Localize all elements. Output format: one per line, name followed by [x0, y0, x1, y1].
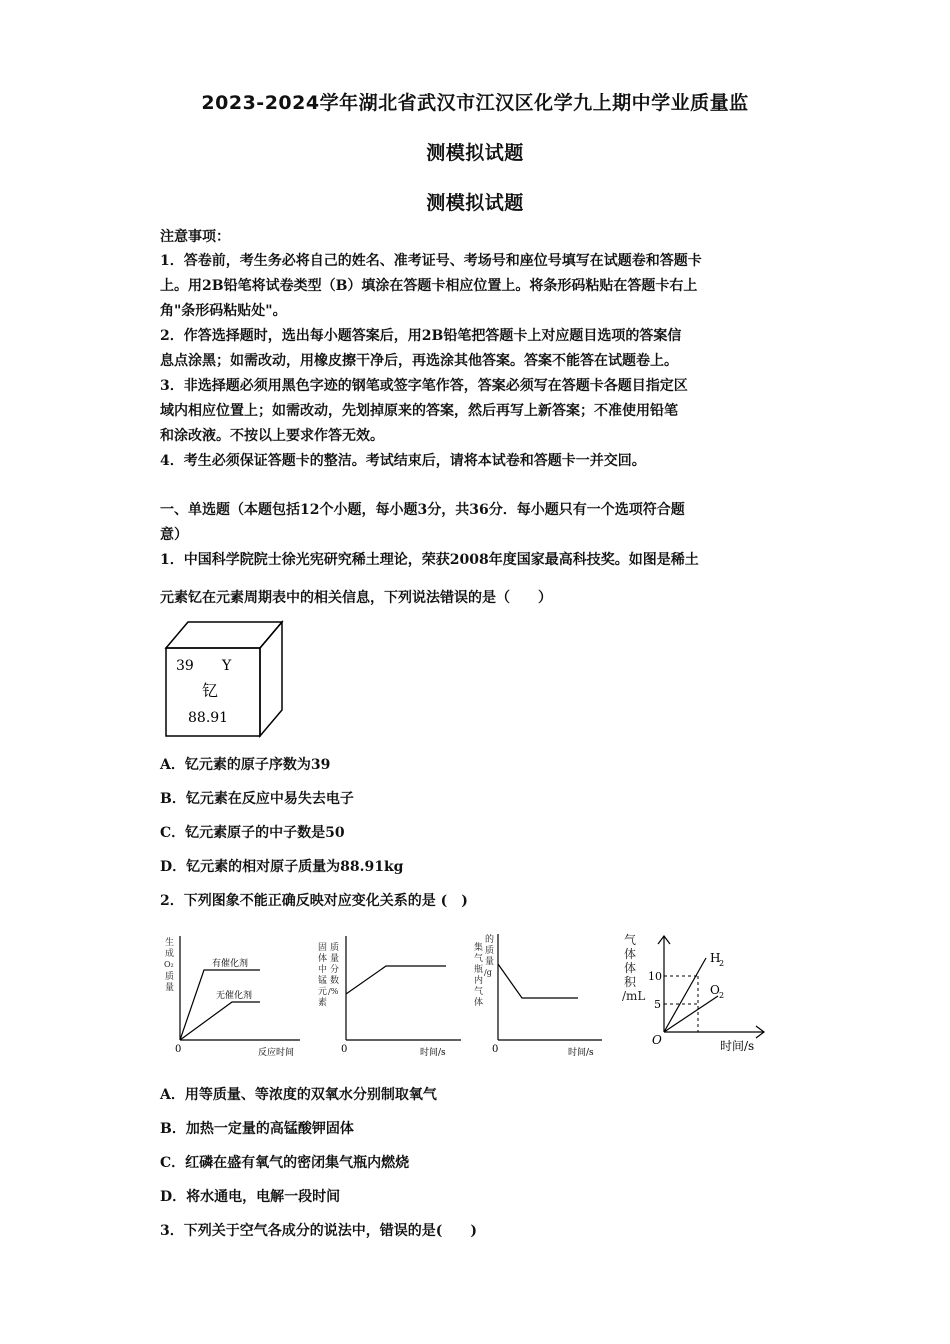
notice-line: 4．考生必须保证答题卡的整洁。考试结束后，请将本试卷和答题卡一并交回。	[160, 453, 646, 469]
section-heading: 一、单选题（本题包括12个小题，每小题3分，共36分．每小题只有一个选项符合题	[160, 502, 685, 518]
graph-c	[472, 928, 607, 1058]
element-symbol: Y	[222, 658, 232, 674]
graph-b-ylabel: 锰	[318, 976, 328, 986]
element-card-figure	[160, 618, 290, 740]
graph-d-ylabel: 气	[624, 933, 637, 947]
notice-line: 上。用2B铅笔将试卷类型（B）填涂在答题卡相应位置上。将条形码粘贴在答题卡右上	[160, 278, 698, 294]
q1-option-d: D．钇元素的相对原子质量为88.91kg	[160, 859, 404, 875]
graph-b-ylabel: 数	[330, 976, 340, 986]
graph-a-ylabel: O₂	[164, 960, 174, 969]
graph-d-ylabel: /mL	[622, 989, 646, 1003]
atomic-mass: 88.91	[188, 710, 229, 726]
graph-c-ylabel: 气	[474, 987, 484, 997]
graph-b-origin: 0	[341, 1044, 348, 1055]
graph-b-ylabel: 体	[318, 954, 328, 964]
graph-a	[160, 928, 305, 1058]
graph-d-ylabel: 体	[624, 961, 637, 975]
q1-stem-cont: 元素钇在元素周期表中的相关信息，下列说法错误的是（ ）	[160, 590, 552, 606]
graph-c-ylabel: 内	[474, 976, 484, 986]
doc-title-line3: 测模拟试题	[426, 192, 524, 214]
graph-b-ylabel: 质	[330, 943, 340, 953]
graph-d-tick-5: 5	[654, 998, 661, 1011]
graph-c-ylabel: 量	[485, 957, 495, 967]
q2-option-b: B．加热一定量的高锰酸钾固体	[160, 1121, 354, 1137]
notice-line: 3．非选择题必须用黑色字迹的钢笔或签字笔作答，答案必须写在答题卡各题目指定区	[160, 378, 688, 394]
graph-d-h2-subscript: 2	[719, 959, 725, 968]
notice-line: 2．作答选择题时，选出每小题答案后，用2B铅笔把答题卡上对应题目选项的答案信	[160, 328, 682, 344]
graph-c-ylabel: /g	[484, 968, 492, 977]
graph-a-xlabel: 反应时间	[258, 1048, 295, 1058]
graph-a-ylabel: 质	[165, 972, 175, 982]
notice-line: 角"条形码粘贴处"。	[160, 303, 287, 319]
graph-d-ylabel: 体	[624, 947, 637, 961]
graph-d-h2-label: H	[710, 951, 721, 965]
graph-a-line1-label: 有催化剂	[212, 959, 249, 969]
graph-c-ylabel: 体	[474, 998, 484, 1008]
graph-c-ylabel: 气	[474, 954, 484, 964]
graph-d-ylabel: 积	[624, 975, 637, 989]
q2-option-c: C．红磷在盛有氧气的密闭集气瓶内燃烧	[160, 1155, 410, 1171]
graph-a-origin: 0	[175, 1044, 182, 1055]
graph-b-ylabel: 素	[318, 998, 328, 1008]
q3-stem: 3．下列关于空气各成分的说法中，错误的是( )	[160, 1223, 477, 1239]
graph-b-ylabel: 中	[318, 965, 328, 975]
graph-a-ylabel: 量	[165, 983, 175, 993]
graph-b-ylabel: /%	[328, 987, 339, 996]
doc-title-line2: 测模拟试题	[426, 142, 524, 164]
section-heading-cont: 意）	[160, 527, 188, 543]
q1-option-b: B．钇元素在反应中易失去电子	[160, 791, 354, 807]
graph-c-ylabel: 的	[485, 935, 495, 945]
q2-option-a: A．用等质量、等浓度的双氧水分别制取氧气	[160, 1087, 437, 1103]
graph-b-ylabel: 元	[318, 987, 328, 997]
graph-b-ylabel: 分	[330, 965, 340, 975]
graph-a-ylabel: 生	[165, 938, 175, 948]
q2-option-d: D．将水通电，电解一段时间	[160, 1189, 341, 1205]
graph-b	[316, 928, 466, 1058]
atomic-number: 39	[176, 658, 194, 674]
graph-d-xlabel: 时间/s	[720, 1039, 755, 1053]
notice-line: 域内相应位置上；如需改动，先划掉原来的答案，然后再写上新答案；不准使用铅笔	[160, 403, 678, 419]
doc-title-line1: 2023-2024学年湖北省武汉市江汉区化学九上期中学业质量监	[201, 92, 749, 114]
graph-b-ylabel: 量	[330, 954, 340, 964]
graph-d-o2-label: O	[710, 983, 720, 997]
graph-a-ylabel: 成	[165, 949, 175, 959]
q1-option-c: C．钇元素原子的中子数是50	[160, 825, 345, 841]
graph-d-tick-10: 10	[648, 970, 662, 983]
graph-d-o2-subscript: 2	[719, 991, 725, 1000]
q2-stem: 2．下列图象不能正确反映对应变化关系的是 ( )	[160, 893, 468, 909]
graph-c-ylabel: 集	[474, 943, 484, 953]
notice-line: 和涂改液。不按以上要求作答无效。	[160, 428, 384, 444]
graph-c-origin: 0	[492, 1044, 499, 1055]
graph-b-xlabel: 时间/s	[420, 1048, 446, 1058]
notice-heading: 注意事项：	[160, 229, 230, 245]
element-name: 钇	[202, 681, 219, 700]
graph-d	[618, 928, 768, 1058]
graph-c-xlabel: 时间/s	[568, 1048, 594, 1058]
notice-line: 1．答卷前，考生务必将自己的姓名、准考证号、考场号和座位号填写在试题卷和答题卡	[160, 253, 702, 269]
q1-option-a: A．钇元素的原子序数为39	[160, 757, 331, 773]
graph-a-line2-label: 无催化剂	[216, 991, 253, 1001]
graph-c-ylabel: 瓶	[474, 965, 484, 975]
q1-stem: 1．中国科学院院士徐光宪研究稀土理论，荣获2008年度国家最高科技奖。如图是稀土	[160, 552, 699, 568]
graph-b-ylabel: 固	[318, 943, 328, 953]
graph-d-origin: O	[652, 1033, 662, 1047]
graph-c-ylabel: 质	[485, 946, 495, 956]
notice-line: 息点涂黑；如需改动，用橡皮擦干净后，再选涂其他答案。答案不能答在试题卷上。	[160, 353, 678, 369]
